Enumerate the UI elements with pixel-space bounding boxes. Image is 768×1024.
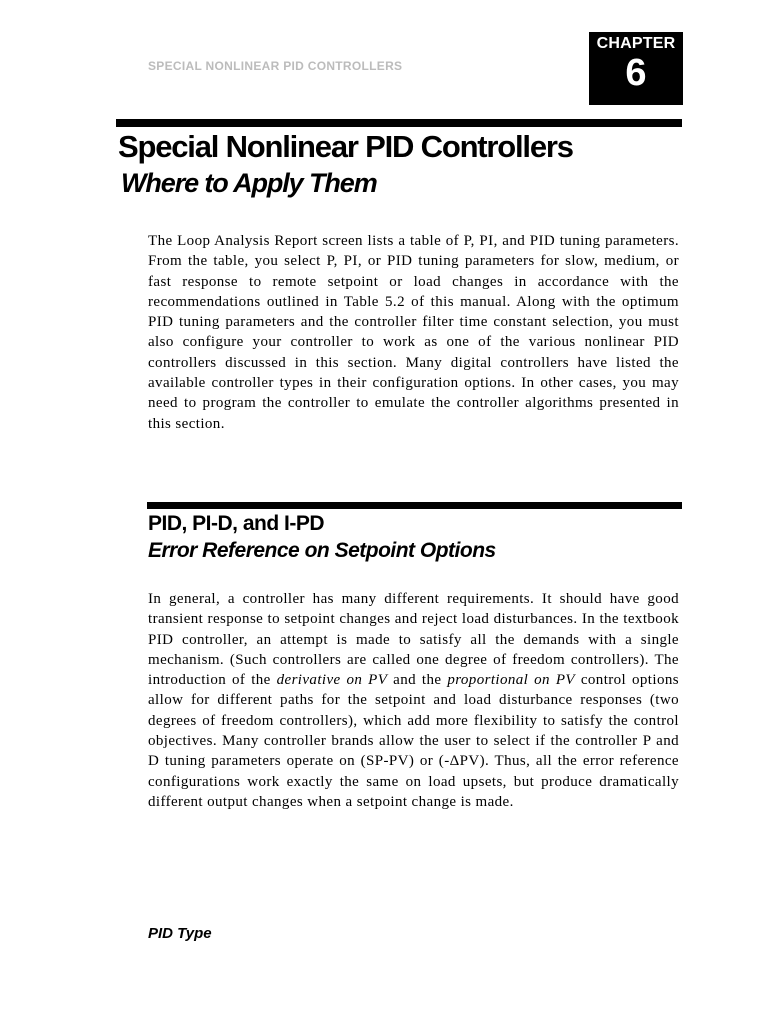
pid-type-subheading: PID Type [148,925,212,942]
chapter-badge [589,32,683,105]
running-header: SPECIAL NONLINEAR PID CONTROLLERS [148,59,403,73]
title-rule [116,119,682,127]
intro-paragraph: The Loop Analysis Report screen lists a table of P, PI, and PID tuning parameters. From the table, you select P, PI, or PID tuning parameters for slow, medium, or fast response to remote setpoint or load changes in accordance with the recommendations outlined in Table 5.2 of this manual. Along with the optimum PID tuning parameters and the controller filter time constant selection, you must also configure your controller to work as one of the various nonlinear PID controllers discussed in this section. Many digital controllers have listed the available controller types in their configuration options. In other cases, you may need to program the controller to emulate the controller algorithms presented in this section. [148,233,679,432]
emphasis-derivative-on-pv: derivative on PV [276,672,388,689]
section-rule [147,502,682,509]
chapter-subtitle: Where to Apply Them [121,168,377,198]
paragraph-text: In general, a controller has many different requirements. It should have good transient response to setpoint changes and reject load disturbances. In the textbook PID controller, an attempt is made to satisfy all the demands with a single mechanism. (Such controllers are called one degree of freedom controllers). The introduction of the [148,591,679,689]
chapter-title: Special Nonlinear PID Controllers [118,129,573,164]
chapter-number: 6 [625,52,647,94]
paragraph-text: control options allow for different paths for the setpoint and load disturbance responses (two degrees of freedom controllers), which add more flexibility to satisfy the control objectives. Many controller brands allow the user to select if the controller P and D tuning parameters operate on (SP-PV) or (-ΔPV). Thus, all the error reference configurations work exactly the same on load upsets, but produce dramatically different output changes when a setpoint change is made. [148,672,679,810]
paragraph-text: and the [387,672,448,689]
section-paragraph [148,589,679,812]
emphasis-proportional-on-pv: proportional on PV [447,672,575,689]
section-title: PID, PI-D, and I-PD [148,512,325,535]
section-subtitle: Error Reference on Setpoint Options [148,539,496,562]
chapter-label: CHAPTER [596,35,676,52]
